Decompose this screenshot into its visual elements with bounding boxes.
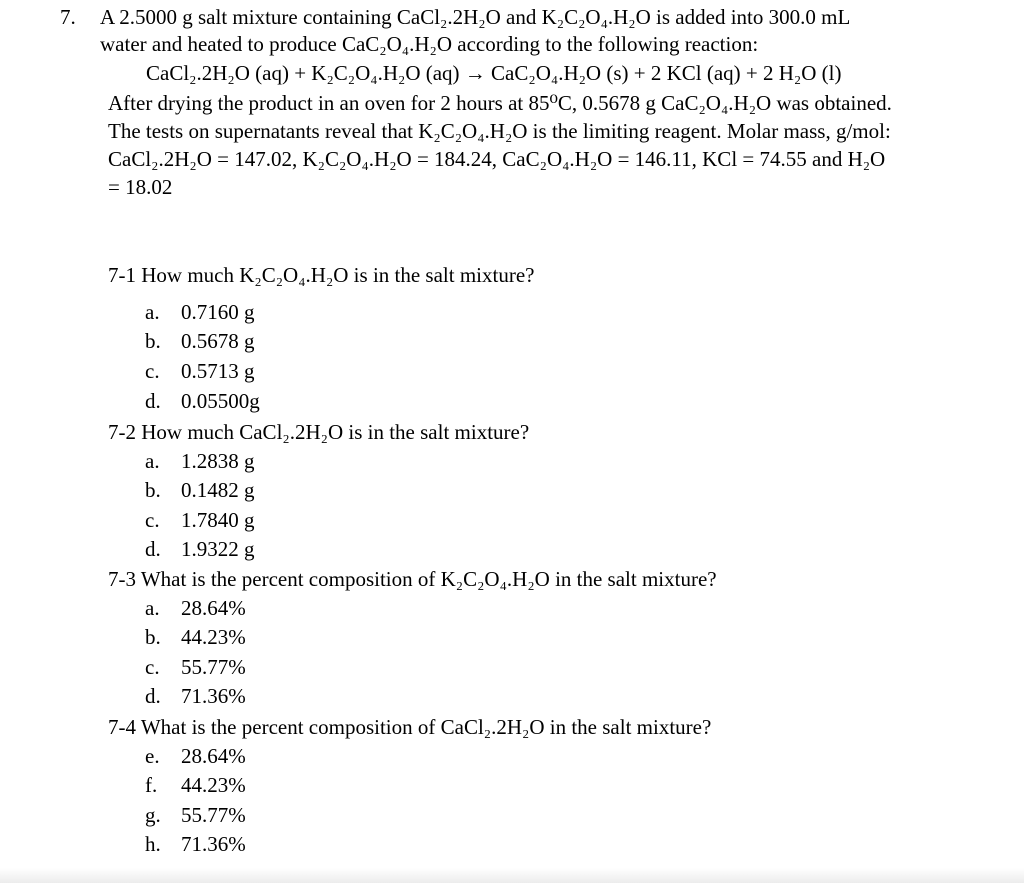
option-value: 0.05500g <box>181 389 260 413</box>
question-7-3: 7-3 What is the percent composition of K₂C₂O₄.H₂O in the salt mixture? <box>108 567 717 591</box>
question-7-4: 7-4 What is the percent composition of CaCl₂.2H₂O in the salt mixture? <box>108 715 712 739</box>
answer-option[interactable] <box>145 770 246 800</box>
option-letter: b. <box>145 329 161 353</box>
answer-option[interactable] <box>145 297 255 327</box>
option-letter: d. <box>145 389 161 413</box>
question-7-2: 7-2 How much CaCl₂.2H₂O is in the salt mixture? <box>108 420 530 444</box>
question-7-1: 7-1 How much K₂C₂O₄.H₂O is in the salt mixture? <box>108 263 535 287</box>
problem-number: 7. <box>60 5 76 29</box>
answer-option[interactable] <box>145 326 255 356</box>
option-value: 0.7160 g <box>181 300 255 324</box>
option-letter: d. <box>145 537 161 561</box>
answer-option[interactable] <box>145 652 246 682</box>
option-letter: g. <box>145 803 161 827</box>
answer-option[interactable] <box>145 681 246 711</box>
option-value: 1.2838 g <box>181 449 255 473</box>
intro-line-1: A 2.5000 g salt mixture containing CaCl₂.2H₂O and K₂C₂O₄.H₂O is added into 300.0 mL <box>100 5 851 29</box>
option-value: 0.5678 g <box>181 329 255 353</box>
option-value: 1.9322 g <box>181 537 255 561</box>
option-letter: b. <box>145 478 161 502</box>
option-value: 28.64% <box>181 744 246 768</box>
answer-option[interactable] <box>145 446 255 476</box>
option-letter: c. <box>145 508 160 532</box>
option-value: 44.23% <box>181 625 246 649</box>
option-letter: e. <box>145 744 160 768</box>
answer-option[interactable] <box>145 386 260 416</box>
option-letter: c. <box>145 359 160 383</box>
answer-option[interactable] <box>145 829 246 859</box>
option-letter: f. <box>145 773 158 797</box>
option-value: 71.36% <box>181 832 246 856</box>
option-value: 55.77% <box>181 803 246 827</box>
paragraph-line-3: CaCl₂.2H₂O = 147.02, K₂C₂O₄.H₂O = 184.24, CaC₂O₄.H₂O = 146.11, KCl = 74.55 and H₂O <box>108 147 886 171</box>
option-letter: d. <box>145 684 161 708</box>
answer-option[interactable] <box>145 356 255 386</box>
option-letter: h. <box>145 832 161 856</box>
answer-option[interactable] <box>145 741 246 771</box>
option-value: 71.36% <box>181 684 246 708</box>
option-value: 55.77% <box>181 655 246 679</box>
page-bottom-edge <box>0 868 1024 883</box>
option-letter: c. <box>145 655 160 679</box>
answer-option[interactable] <box>145 593 246 623</box>
answer-option[interactable] <box>145 534 255 564</box>
option-letter: b. <box>145 625 161 649</box>
answer-option[interactable] <box>145 505 255 535</box>
option-value: 0.5713 g <box>181 359 255 383</box>
answer-option[interactable] <box>145 622 246 652</box>
option-value: 0.1482 g <box>181 478 255 502</box>
option-value: 44.23% <box>181 773 246 797</box>
intro-line-2: water and heated to produce CaC₂O₄.H₂O according to the following reaction: <box>100 32 759 56</box>
option-letter: a. <box>145 449 160 473</box>
paragraph-line-2: The tests on supernatants reveal that K₂C₂O₄.H₂O is the limiting reagent. Molar mass, g/mol: <box>108 119 891 143</box>
option-letter: a. <box>145 596 160 620</box>
paragraph-line-4: = 18.02 <box>108 175 173 199</box>
option-value: 28.64% <box>181 596 246 620</box>
answer-option[interactable] <box>145 475 255 505</box>
option-letter: a. <box>145 300 160 324</box>
reaction-equation: CaCl₂.2H₂O (aq) + K₂C₂O₄.H₂O (aq) → CaC₂O₄.H₂O (s) + 2 KCl (aq) + 2 H₂O (l) <box>146 61 842 85</box>
answer-option[interactable] <box>145 800 246 830</box>
paragraph-line-1: After drying the product in an oven for 2 hours at 85⁰C, 0.5678 g CaC₂O₄.H₂O was obtained. <box>108 91 892 115</box>
option-value: 1.7840 g <box>181 508 255 532</box>
